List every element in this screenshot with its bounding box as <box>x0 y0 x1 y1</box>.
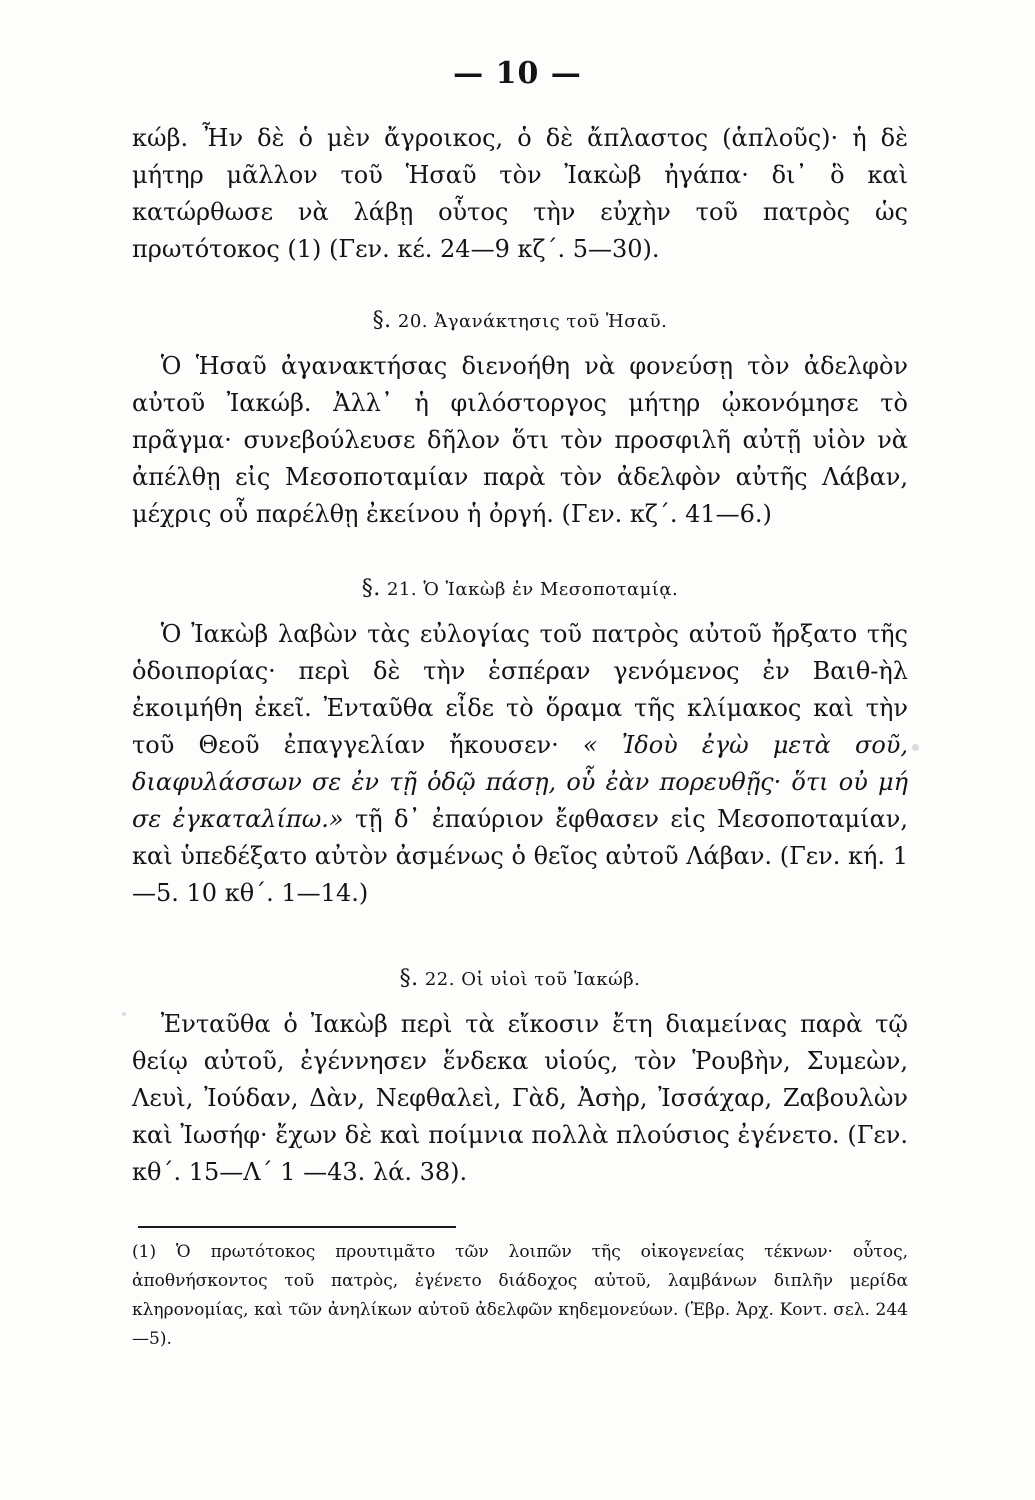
section-title: Ἀγανάκτησις τοῦ Ἡσαῦ. <box>434 311 668 332</box>
section-symbol: §. <box>399 966 419 991</box>
footnote-divider <box>138 1226 456 1228</box>
section-number: 21. <box>386 579 418 600</box>
footnote-marker: (1) <box>132 1242 157 1262</box>
section-21-block <box>132 616 908 912</box>
section-22-text: Ἐνταῦθα ὁ Ἰακὼβ περὶ τὰ εἴκοσιν ἔτη διαμείνας παρὰ τῷ θείῳ αὐτοῦ, ἐγέννησεν ἕνδεκα υἱούς, τὸν Ῥουβὴν, Συμεὼν, Λευὶ, Ἰούδαν, Δὰν, Νεφθαλεὶ, Γὰδ, Ἀσὴρ, Ἰσσάχαρ, Ζαβουλὼν καὶ Ἰωσήφ· ἔχων δὲ καὶ ποίμνια πολλὰ πλούσιος ἐγένετο. (Γεν. κθ΄. 15—Λ΄ 1 —43. λά. 38). <box>132 1010 908 1186</box>
intro-paragraph-block <box>132 120 908 268</box>
ink-speck <box>912 744 919 751</box>
section-number: 20. <box>397 311 429 332</box>
footnote <box>132 1238 908 1354</box>
section-title: Ὁ Ἰακὼβ ἐν Μεσοποταμίᾳ. <box>423 579 679 600</box>
intro-paragraph: κώβ. Ἦν δὲ ὁ μὲν ἄγροικος, ὁ δὲ ἄπλαστος (ἁπλοῦς)· ἡ δὲ μήτηρ μᾶλλον τοῦ Ἡσαῦ τὸν Ἰακὼβ ἠγάπα· δι᾽ ὃ καὶ κατώρθωσε νὰ λάβῃ οὗτος τὴν εὐχὴν τοῦ πατρὸς ὡς πρωτότοκος (1) (Γεν. κέ. 24—9 κζ΄. 5—30). <box>132 124 908 263</box>
section-21-heading <box>132 576 908 601</box>
section-number: 22. <box>424 969 455 990</box>
section-symbol: §. <box>372 308 392 333</box>
section-title: Οἱ υἱοὶ τοῦ Ἰακώβ. <box>461 969 641 990</box>
section-22-heading <box>132 966 908 991</box>
section-21-paragraph <box>132 616 908 912</box>
page-number: — 10 — <box>453 56 582 91</box>
section-21-text-before: Ὁ Ἰακὼβ λαβὼν τὰς εὐλογίας τοῦ πατρὸς αὐτοῦ ἤρξατο τῆς ὁδοιπορίας· περὶ δὲ τὴν ἑσπέραν γενόμενος ἐν Βαιθ-ὴλ ἐκοιμήθη ἐκεῖ. Ἐνταῦθα εἶδε τὸ ὅραμα τῆς κλίμακος καὶ τὴν τοῦ Θεοῦ ἐπαγγελίαν ἤκουσεν· <box>132 620 908 759</box>
footnote-text: Ὁ πρωτότοκος προυτιμᾶτο τῶν λοιπῶν τῆς οἰκογενείας τέκνων· οὗτος, ἀποθνήσκοντος τοῦ πατρὸς, ἐγένετο διάδοχος αὐτοῦ, λαμβάνων διπλῆν μερίδα κληρονομίας, καὶ τῶν ἀνηλίκων αὐτοῦ ἀδελφῶν κηδεμονεύων. (Ἑβρ. Ἀρχ. Κοντ. σελ. 244—5). <box>132 1242 908 1349</box>
scripture-quote: « Ἰδοὺ ἐγὼ μετὰ σοῦ, διαφυλάσσων σε ἐν τῇ ὁδῷ πάσῃ, οὗ ἐὰν πορευθῇς· ὅτι οὐ μή σε ἐγκαταλίπω.» <box>132 731 908 833</box>
section-21-text-after: τῇ δ᾽ ἐπαύριον ἔφθασεν εἰς Μεσοποταμίαν, καὶ ὑπεδέξατο αὐτὸν ἀσμένως ὁ θεῖος αὐτοῦ Λάβαν. (Γεν. κή. 1—5. 10 κθ΄. 1—14.) <box>132 805 908 907</box>
ink-speck <box>122 1012 126 1016</box>
section-22-block <box>132 1006 908 1191</box>
section-20-heading <box>132 308 908 333</box>
section-symbol: §. <box>361 576 381 601</box>
section-20-text: Ὁ Ἡσαῦ ἀγανακτήσας διενοήθη νὰ φονεύσῃ τὸν ἀδελφὸν αὐτοῦ Ἰακώβ. Ἀλλ᾽ ἡ φιλόστοργος μήτηρ ᾠκονόμησε τὸ πρᾶγμα· συνεβούλευσε δῆλον ὅτι τὸν προσφιλῆ αὐτῇ υἱὸν νὰ ἀπέλθῃ εἰς Μεσοποταμίαν παρὰ τὸν ἀδελφὸν αὐτῆς Λάβαν, μέχρις οὗ παρέλθῃ ἐκείνου ἡ ὀργή. (Γεν. κζ΄. 41—6.) <box>132 352 908 528</box>
section-20-block <box>132 348 908 533</box>
